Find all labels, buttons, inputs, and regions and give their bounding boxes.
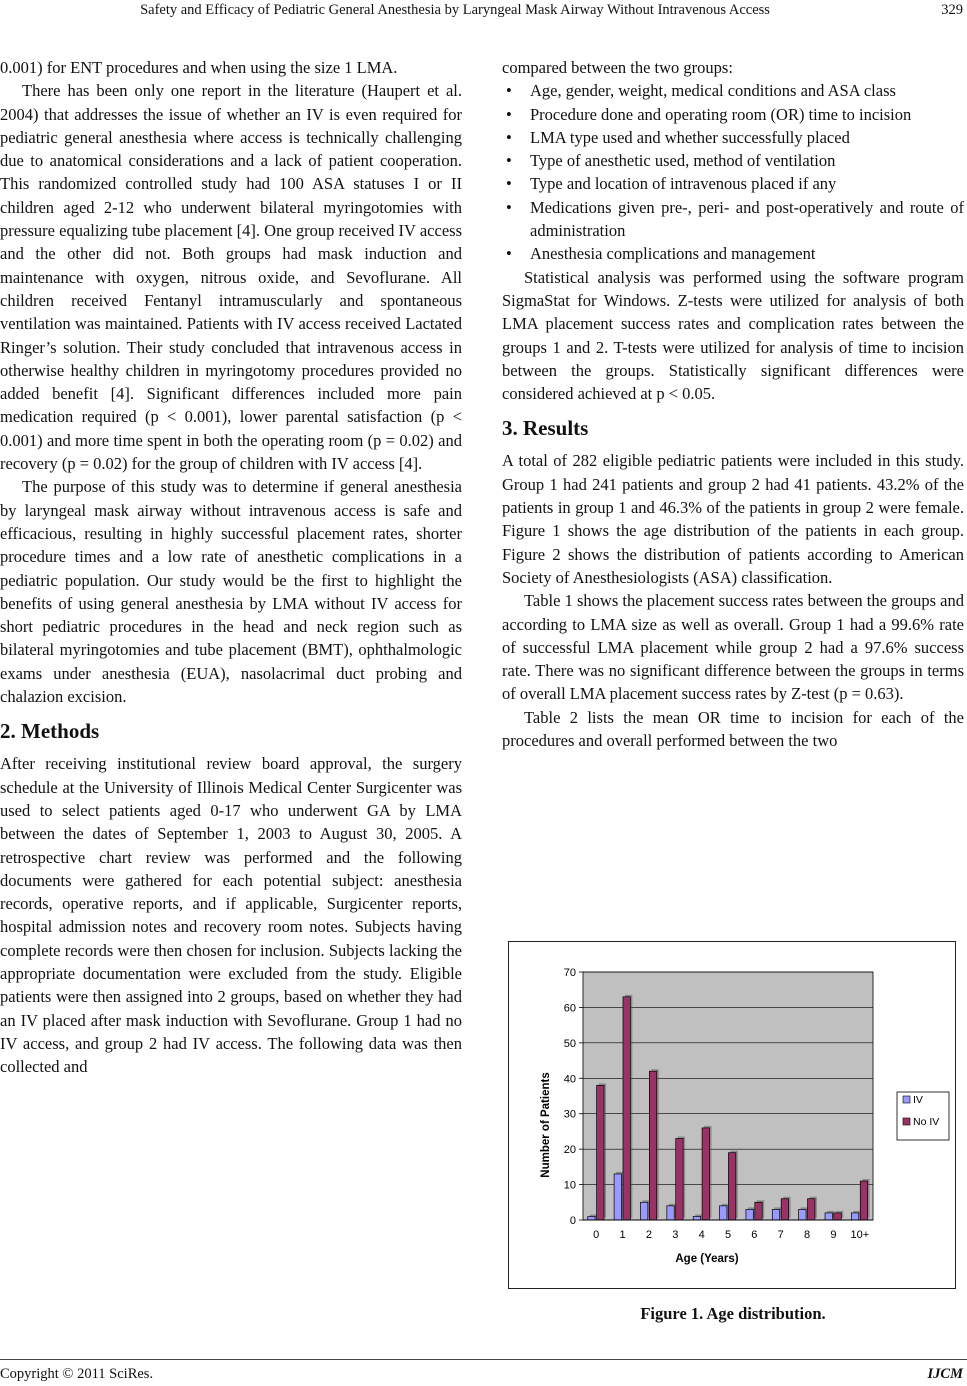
x-tick-label: 6 [751, 1229, 758, 1241]
list-item: • Type of anesthetic used, method of ventilation [502, 149, 964, 172]
bar-iv [772, 1209, 779, 1220]
bar-no-iv [597, 1085, 604, 1220]
methods-heading: 2. Methods [0, 719, 100, 744]
running-title: Safety and Efficacy of Pediatric General Anesthesia by Laryngeal Mask Airway Without Intravenous Access [140, 2, 770, 18]
right-paragraph-5: Table 2 lists the mean OR time to incision for each of the procedures and overall performed between the two [502, 707, 964, 751]
bar-iv [746, 1209, 753, 1220]
legend-swatch [903, 1096, 910, 1103]
bar-no-iv [676, 1139, 683, 1220]
right-paragraph-1: compared between the two groups: [502, 58, 733, 77]
x-tick-label: 0 [593, 1229, 600, 1241]
bar-iv [640, 1202, 647, 1220]
left-paragraph-3: The purpose of this study was to determine if general anesthesia by laryngeal mask airway without intravenous access is safe and efficacious, resulting in highly successful placement rates, shorter procedure times and a low rate of anesthetic complications in a pediatric population. Our study would be the first to highlight the benefits of using general anesthesia by LMA without IV access for short pediatric procedures in the head and neck region such as bilateral myringotomies and tube placement (BMT), ophthalmologic exams under anesthesia (EUA), nasolacrimal duct probing and chalazion excision. [0, 477, 462, 707]
list-item: • Anesthesia complications and management [502, 242, 964, 265]
bar-iv [851, 1213, 858, 1220]
left-paragraph-2: There has been only one report in the literature (Haupert et al. 2004) that addresses the issue of whether an IV is even required for pediatric general anesthesia where access is technically challenging due to anatomical considerations and a lack of patient cooperation. This randomized controlled study had 100 ASA statuses I or II children aged 2-12 who underwent bilateral myringotomies with pressure equalizing tube placement [4]. One group received IV access and the other did not. Both groups had mask induction and maintenance with oxygen, nitrous oxide, and Sevoflurane. All children received Fentanyl intramuscularly and spontaneous ventilation was maintained. Patients with IV access received Lactated Ringer’s solution. Their study concluded that intravenous access in otherwise healthy children in myringotomy procedures provided no added benefit [4]. Significant differences included more pain medication required (p < 0.001), lower parental satisfaction (p < 0.001) and more time spent in both the operating room (p = 0.02) and recovery (p = 0.02) for the group of children with IV access [4]. [0, 81, 462, 474]
bar-no-iv [623, 997, 630, 1220]
bar-iv [825, 1213, 832, 1220]
list-item: • Procedure done and operating room (OR) time to incision [502, 103, 964, 126]
left-column [0, 56, 462, 1078]
bar-iv [588, 1216, 595, 1220]
y-tick-label: 60 [563, 1002, 576, 1015]
results-heading: 3. Results [502, 416, 589, 441]
x-tick-label: 2 [645, 1229, 652, 1241]
journal-name: IJCM [927, 1366, 963, 1382]
x-tick-label: 4 [698, 1229, 705, 1241]
bar-no-iv [808, 1199, 815, 1220]
x-tick-label: 9 [830, 1229, 837, 1241]
page-number: 329 [941, 2, 963, 18]
data-collected-list [502, 79, 964, 265]
x-tick-label: 10+ [850, 1229, 870, 1241]
x-tick-label: 7 [777, 1229, 784, 1241]
y-tick-label: 20 [563, 1144, 576, 1157]
bar-iv [693, 1216, 700, 1220]
running-header [0, 0, 967, 22]
bar-no-iv [755, 1202, 762, 1220]
list-item: • Type and location of intravenous placed if any [502, 172, 964, 195]
legend-entry: IV [913, 1094, 923, 1106]
bar-iv [799, 1209, 806, 1220]
bar-no-iv [702, 1128, 709, 1220]
bar-no-iv [781, 1199, 788, 1220]
left-paragraph-4: After receiving institutional review board approval, the surgery schedule at the University of Illinois Medical Center Surgicenter was used to select patients aged 0-17 who underwent GA by LMA between the dates of September 1, 2003 to August 30, 2005. A retrospective chart review was performed and the following documents were gathered for each potential subject: anesthesia records, operative reports, and if applicable, Surgicenter reports, hospital admission notes and recovery room notes. Subjects having complete records were then chosen for inclusion. Subjects lacking the appropriate documentation were excluded from the study. Eligible patients were then assigned into 2 groups, based on whether they had an IV placed after mask induction with Sevoflurane. Group 1 had no IV access, and group 2 had IV access. The following data was then collected and [0, 754, 462, 1077]
right-column [502, 56, 964, 752]
x-tick-label: 5 [724, 1229, 732, 1241]
footer-divider [0, 1359, 967, 1360]
list-item: • Age, gender, weight, medical conditions and ASA class [502, 79, 964, 102]
age-distribution-chart [509, 942, 955, 1288]
y-tick-label: 50 [563, 1037, 576, 1050]
y-tick-label: 40 [563, 1073, 576, 1086]
y-axis-label: Number of Patients [540, 1072, 552, 1178]
y-tick-label: 30 [563, 1108, 576, 1121]
bar-no-iv [728, 1153, 735, 1220]
x-tick-label: 1 [619, 1229, 626, 1241]
bar-no-iv [649, 1071, 656, 1220]
x-tick-label: 8 [804, 1229, 811, 1241]
list-item: • LMA type used and whether successfully placed [502, 126, 964, 149]
right-paragraph-2: Statistical analysis was performed using the software program SigmaStat for Windows. Z-tests were utilized for analysis of both LMA placement success rates and complication rates between the groups 1 and 2. T-tests were utilized for analysis of time to incision between the groups. Statistically significant differences were considered achieved at p < 0.05. [502, 267, 964, 404]
bar-iv [720, 1206, 727, 1220]
right-paragraph-4: Table 1 shows the placement success rates between the groups and according to LMA size as well as overall. Group 1 had a 99.6% rate of successful LMA placement while group 2 had a 97.6% success rate. There was no significant difference between the groups in terms of overall LMA placement success rates by Z-test (p = 0.63). [502, 591, 964, 704]
legend-entry: No IV [913, 1116, 940, 1128]
bar-no-iv [860, 1181, 867, 1220]
x-axis-label: Age (Years) [675, 1253, 739, 1265]
y-tick-label: 70 [563, 967, 576, 979]
bar-no-iv [834, 1213, 841, 1220]
figure-1-chart [508, 941, 956, 1289]
y-tick-label: 0 [569, 1215, 576, 1227]
y-tick-label: 10 [563, 1179, 576, 1192]
copyright-notice: Copyright © 2011 SciRes. [0, 1366, 154, 1382]
bar-iv [667, 1206, 674, 1220]
left-paragraph-1: 0.001) for ENT procedures and when using the size 1 LMA. [0, 58, 398, 77]
legend-swatch [903, 1118, 910, 1125]
list-item: • Medications given pre-, peri- and post-operatively and route of administration [502, 196, 964, 243]
bar-iv [614, 1174, 621, 1220]
figure-caption: Figure 1. Age distribution. [640, 1304, 826, 1323]
right-paragraph-3: A total of 282 eligible pediatric patients were included in this study. Group 1 had 241 patients and group 2 had 41 patients. 43.2% of the patients in group 1 and 46.3% of the patients in group 2 were female. Figure 1 shows the age distribution of the patients in each group. Figure 2 shows the distribution of patients according to American Society of Anesthesiologists (ASA) classification. [502, 451, 964, 587]
x-tick-label: 3 [672, 1229, 679, 1241]
